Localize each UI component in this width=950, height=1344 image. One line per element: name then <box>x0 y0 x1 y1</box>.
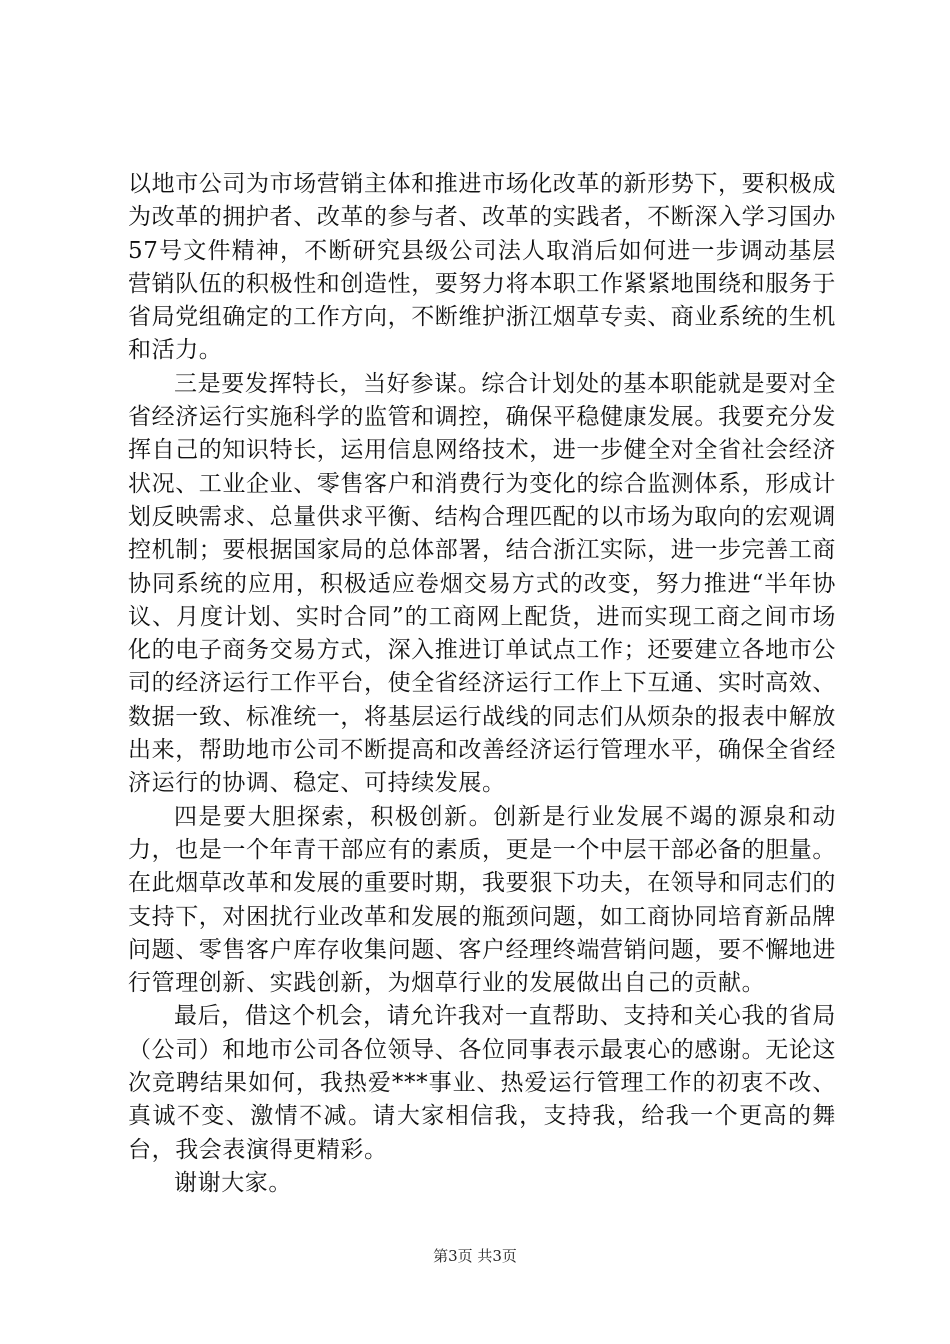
paragraph-3: 四是要大胆探索，积极创新。创新是行业发展不竭的源泉和动力，也是一个年青干部应有的素质，更是一个中层干部必备的胆量。在此烟草改革和发展的重要时期，我要狠下功夫，在领导和同志们的支持下，对困扰行业改革和发展的瓶颈问题，如工商协同培育新品牌问题、零售客户库存收集问题、客户经理终端营销问题，要不懈地进行管理创新、实践创新，为烟草行业的发展做出自己的贡献。 <box>128 803 836 997</box>
paragraph-4: 最后，借这个机会，请允许我对一直帮助、支持和关心我的省局（公司）和地市公司各位领导、各位同事表示最衷心的感谢。无论这次竞聘结果如何，我热爱***事业、热爱运行管理工作的初衷不改、真诚不变、激情不减。请大家相信我，支持我，给我一个更高的舞台，我会表演得更精彩。 <box>128 1003 836 1163</box>
page-footer: 第3页 共3页 <box>433 1247 517 1265</box>
document-body <box>128 168 836 1200</box>
paragraph-2: 三是要发挥特长，当好参谋。综合计划处的基本职能就是要对全省经济运行实施科学的监管和调控，确保平稳健康发展。我要充分发挥自己的知识特长，运用信息网络技术，进一步健全对全省社会经济状况、工业企业、零售客户和消费行为变化的综合监测体系，形成计划反映需求、总量供求平衡、结构合理匹配的以市场为取向的宏观调控机制；要根据国家局的总体部署，结合浙江实际，进一步完善工商协同系统的应用，积极适应卷烟交易方式的改变，努力推进“半年协议、月度计划、实时合同”的工商网上配货，进而实现工商之间市场化的电子商务交易方式，深入推进订单试点工作；还要建立各地市公司的经济运行工作平台，使全省经济运行工作上下互通、实时高效、数据一致、标准统一，将基层运行战线的同志们从烦杂的报表中解放出来，帮助地市公司不断提高和改善经济运行管理水平，确保全省经济运行的协调、稳定、可持续发展。 <box>128 370 836 797</box>
paragraph-5: 谢谢大家。 <box>174 1169 292 1196</box>
paragraph-1: 以地市公司为市场营销主体和推进市场化改革的新形势下，要积极成为改革的拥护者、改革的参与者、改革的实践者，不断深入学习国办57号文件精神，不断研究县级公司法人取消后如何进一步调动基层营销队伍的积极性和创造性，要努力将本职工作紧紧地围绕和服务于省局党组确定的工作方向，不断维护浙江烟草专卖、商业系统的生机和活力。 <box>128 171 836 364</box>
